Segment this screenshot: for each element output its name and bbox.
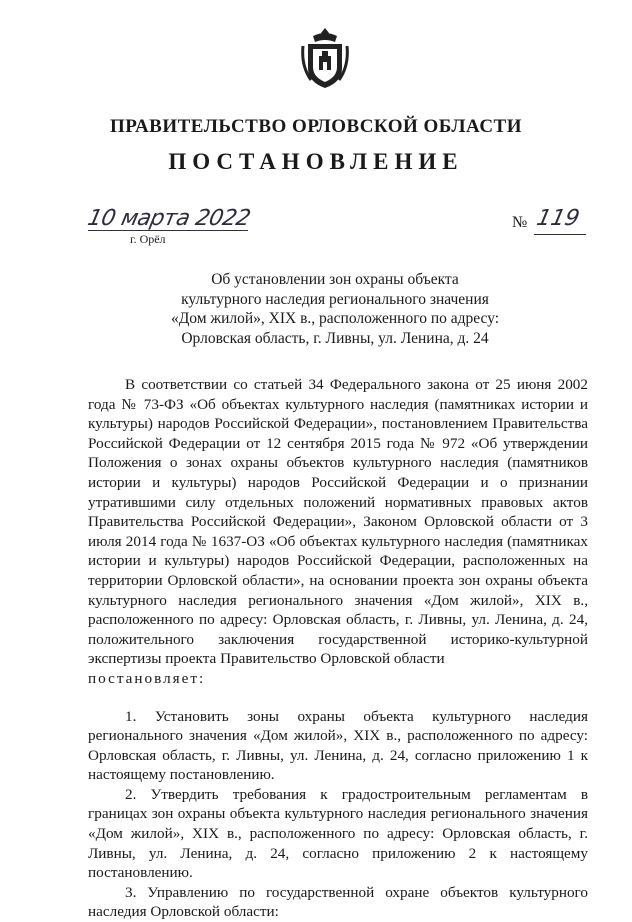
- date-underline: [88, 230, 248, 231]
- handwritten-date: 10 марта 2022: [85, 206, 253, 231]
- document-type: ПОСТАНОВЛЕНИЕ: [168, 149, 464, 174]
- subject-line: «Дом жилой», XIX в., расположенного по адресу:: [170, 310, 500, 327]
- subject-line: Орловская область, г. Ливны, ул. Ленина, д. 24: [181, 329, 489, 347]
- subject-line: Об установлении зон охраны объекта: [211, 271, 459, 288]
- organization-title: ПРАВИТЕЛЬСТВО ОРЛОВСКОЙ ОБЛАСТИ: [109, 116, 522, 137]
- number-underline: [534, 234, 586, 235]
- clause-paragraph: 1. Установить зоны охраны объекта культурного наследия регионального значения «Дом жилой», XIX в., расположенного по адресу: Орловская область, г. Ливны, ул. Ленина, д. 24, согласно приложению 1 к настоящему постановлению.: [88, 707, 588, 784]
- handwritten-number: 119: [534, 206, 582, 231]
- document-body: [88, 375, 588, 922]
- preamble-paragraph: [88, 375, 588, 669]
- subject-line: культурного наследия регионального значения: [181, 290, 489, 308]
- clause-paragraph: 3. Управлению по государственной охране объектов культурного наследия Орловской области:: [88, 883, 588, 921]
- spacer: [88, 689, 588, 707]
- document-subject: [0, 270, 632, 348]
- resolves-word: постановляет:: [88, 669, 206, 687]
- resolves-paragraph: [88, 669, 588, 689]
- preamble-text: В соответствии со статьей 34 Федерального закона от 25 июня 2002 года № 73-ФЗ «Об объектах культурного наследия (памятниках истории и культуры) народов Российской Федерации», постановлением Правительства Российской Федерации от 12 сентября 2015 года № 972 «Об утверждении Положения о зонах охраны объектов культурного наследия (памятников истории и культуры) народов Российской Федерации и о признании утратившими силу отдельных положений нормативных правовых актов Правительства Российской Федерации», Законом Орловской области от 3 июля 2014 года № 1637-ОЗ «Об объектах культурного наследия (памятниках истории и культуры) народов Российской Федерации, расположенных на территории Орловской области», на основании проекта зон охраны объекта культурного наследия регионального значения «Дом жилой», XIX в., расположенного по адресу: Орловская область, г. Ливны, ул. Ленина, д. 24, положительного заключения государственной историко-культурной экспертизы проекта Правительство Орловской области: [88, 376, 588, 668]
- coat-of-arms-icon: [300, 26, 350, 92]
- city-label: г. Орёл: [130, 232, 166, 246]
- clause-paragraph: 2. Утвердить требования к градостроительным регламентам в границах зон охраны объекта культурного наследия регионального значения «Дом жилой», XIX в., расположенного по адресу: Орловская область, г. Ливны, ул. Ленина, д. 24, согласно приложению 2 к настоящему постановлению.: [88, 785, 588, 882]
- number-label: №: [512, 214, 528, 231]
